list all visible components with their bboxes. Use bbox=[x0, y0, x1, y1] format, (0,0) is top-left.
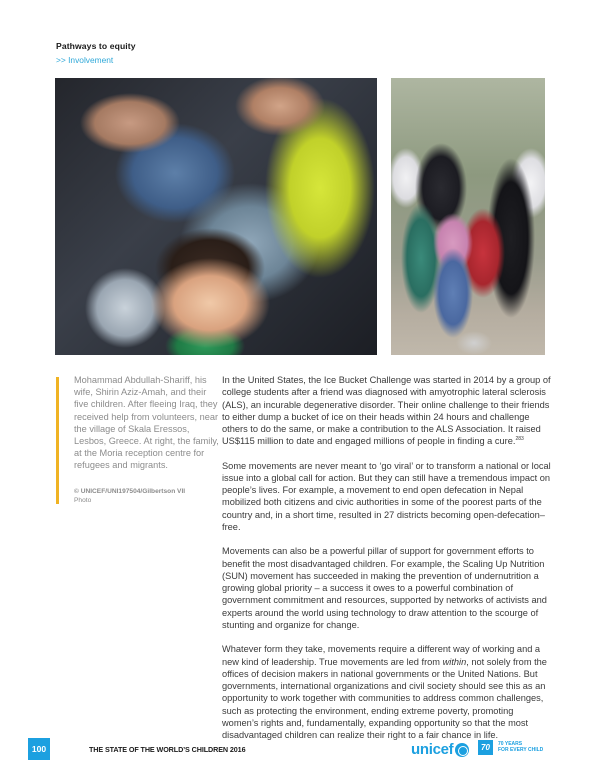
paragraph-text: , not solely from the offices of decision makers in national governments or the United Nations. But governments, international organizations and civil society should see this as an opportunity to work together with communities to address common challenges, such as protecting the environment, ending extreme poverty, promoting women’s rights and, fundamentally, expanding opportunity so that the most disadvantaged children can realize their right to a fair chance in life. bbox=[222, 656, 547, 741]
anniversary-70-icon: 70 bbox=[478, 740, 493, 755]
anniversary-line2: FOR EVERY CHILD bbox=[498, 746, 544, 753]
caption-accent-bar bbox=[56, 377, 59, 504]
photo-refugee-arrival bbox=[55, 78, 377, 355]
photo-family-portrait bbox=[391, 78, 545, 355]
photo-credit bbox=[74, 487, 219, 505]
unicef-logo bbox=[411, 741, 469, 758]
unicef-globe-icon bbox=[455, 743, 469, 757]
photo-caption: Mohammad Abdullah-Shariff, his wife, Shirin Aziz-Amah, and their five children. After fleeing Iraq, they received help from volunteers, near the village of Skala Eressos, Lesbos, Greece. At right, the family, at the Moria reception centre for refugees and migrants. bbox=[74, 375, 219, 471]
paragraph bbox=[222, 374, 552, 448]
paragraph-text: Whatever form they take, movements require a different way of working and a new kind of leadership. True movements are led from bbox=[222, 644, 541, 667]
paragraph bbox=[222, 643, 552, 741]
publication-title: THE STATE OF THE WORLD’S CHILDREN 2016 bbox=[89, 745, 246, 754]
article-body bbox=[222, 374, 552, 754]
emphasis: within bbox=[442, 656, 467, 667]
page-number: 100 bbox=[28, 738, 50, 760]
photo-credit-source: © UNICEF/UNI197504/Gilbertson VII bbox=[74, 488, 186, 495]
anniversary-line1: 70 YEARS bbox=[498, 741, 523, 747]
anniversary-text bbox=[498, 742, 543, 753]
anniversary-logo bbox=[478, 740, 543, 755]
paragraph: Movements can also be a powerful pillar of support for government efforts to benefit the most disadvantaged children. For example, the Scaling Up Nutrition (SUN) movement has succeeded in making the prevention of undernutrition a growing global priority – a success it owes to a powerful combination of government commitment and resources, supported by networks of activists and experts around the world using technology to draw attention to the scourge of stunting and organize for change. bbox=[222, 546, 547, 630]
endnote-reference[interactable]: 283 bbox=[515, 436, 524, 443]
breadcrumb: >> Involvement bbox=[56, 55, 114, 65]
paragraph-text: In the United States, the Ice Bucket Challenge was started in 2014 by a group of college students after a friend was diagnosed with amyotrophic lateral sclerosis (ALS), an incurable degenerative disorder. Their online challenge to their friends to either dump a bucket of ice on their heads within 24 hours and challenge others to do the same, or make a contribution to the ALS Association. It raised US$115 million to date and engaged millions of people in finding a cure. bbox=[222, 375, 551, 447]
photo-credit-suffix: Photo bbox=[74, 497, 92, 504]
paragraph: Some movements are never meant to ‘go viral’ or to transform a national or local issue into a global call for action. But they can still have a tremendous impact on people’s lives. For example, a movement to end open defecation in Nepal mobilized both citizens and civic authorities in some of the poorest parts of the country and, in a short time, resulted in 27 districts becoming open-defecation–free. bbox=[222, 460, 551, 532]
section-title: Pathways to equity bbox=[56, 41, 136, 51]
unicef-wordmark: unicef bbox=[411, 741, 454, 758]
